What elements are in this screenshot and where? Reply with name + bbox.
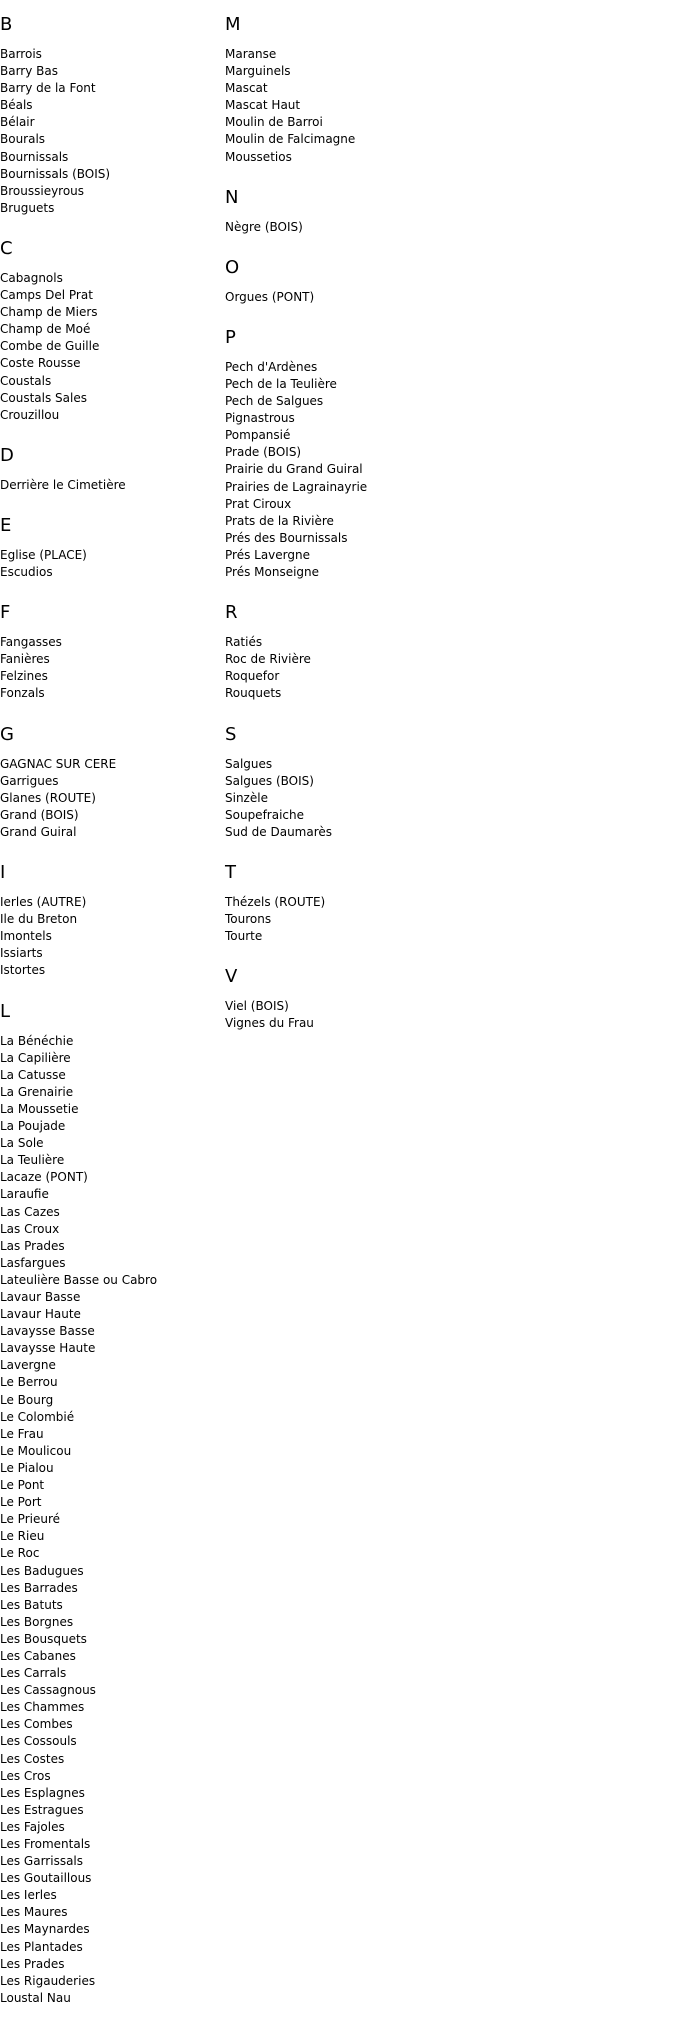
letter-group-p [225, 326, 367, 581]
place-item[interactable]: Les Cros [0, 1768, 51, 1783]
place-item[interactable]: Les Plantades [0, 1939, 83, 1954]
place-item[interactable]: Le Pialou [0, 1460, 54, 1475]
place-item[interactable]: Ile du Breton [0, 912, 78, 927]
place-item[interactable]: Les Combes [0, 1717, 73, 1732]
place-item[interactable]: Garrigues [0, 773, 59, 788]
place-item[interactable]: La Sole [0, 1136, 44, 1151]
place-item[interactable]: Orgues (PONT) [225, 289, 315, 304]
place-item[interactable]: Coustals Sales [0, 390, 87, 405]
place-item[interactable]: La Poujade [0, 1119, 66, 1134]
letter-heading: N [225, 186, 239, 208]
place-item[interactable]: Coste Rousse [0, 356, 81, 371]
place-item[interactable]: Mascat [225, 81, 268, 96]
place-item[interactable]: Béals [0, 98, 33, 113]
place-item[interactable]: Viel (BOIS) [225, 999, 289, 1014]
place-item[interactable]: Les Fromentals [0, 1837, 91, 1851]
place-list [225, 998, 314, 1032]
place-item[interactable]: Sinzèle [225, 790, 268, 805]
place-item[interactable]: Broussieyrous [0, 183, 85, 198]
place-item[interactable]: Barrois [0, 47, 42, 61]
place-item[interactable]: Les Maures [0, 1905, 68, 1920]
letter-group-r [225, 601, 311, 702]
place-item[interactable]: Laraufie [0, 1187, 49, 1202]
place-list [0, 46, 110, 217]
place-list [0, 634, 62, 702]
place-list [0, 894, 86, 979]
place-item[interactable]: GAGNAC SUR CERE [0, 756, 117, 771]
letter-group-e [0, 514, 87, 581]
place-item[interactable]: Salgues (BOIS) [225, 773, 314, 788]
letter-group-s [225, 723, 332, 841]
place-item[interactable]: Prairies de Lagrainayrie [225, 479, 368, 494]
place-item[interactable]: Las Cazes [0, 1204, 60, 1219]
place-list [225, 46, 355, 166]
letter-group-d [0, 444, 126, 494]
place-item[interactable]: Ratiés [225, 635, 263, 650]
place-item[interactable]: Les Esplagnes [0, 1785, 85, 1800]
place-item[interactable]: Thézels (ROUTE) [225, 895, 326, 910]
place-item[interactable]: Prés des Bournissals [225, 530, 348, 545]
place-item[interactable]: La Moussetie [0, 1101, 79, 1116]
place-list [225, 894, 325, 945]
place-item[interactable]: Grand (BOIS) [0, 807, 79, 822]
place-item[interactable]: Soupefraiche [225, 807, 304, 822]
place-list [225, 634, 311, 702]
place-item[interactable]: Le Bourg [0, 1392, 54, 1407]
place-item[interactable]: Combe de Guille [0, 339, 100, 354]
place-item[interactable]: Lasfargues [0, 1255, 66, 1270]
place-item[interactable]: Felzines [0, 669, 48, 684]
place-item[interactable]: Rouquets [225, 686, 282, 701]
place-item[interactable]: Barry Bas [0, 64, 58, 79]
place-item[interactable]: Les Borgnes [0, 1614, 74, 1629]
place-item[interactable]: Ierles (AUTRE) [0, 895, 87, 910]
place-item[interactable]: Le Prieuré [0, 1512, 61, 1527]
place-item[interactable]: Derrière le Cimetière [0, 477, 126, 492]
place-item[interactable]: Sud de Daumarès [225, 824, 333, 839]
place-list [225, 219, 303, 236]
letter-group-l [0, 1000, 157, 2007]
letter-group-o [225, 256, 314, 306]
place-list [0, 477, 126, 494]
place-item[interactable]: Fangasses [0, 635, 62, 650]
place-item[interactable]: Prés Monseigne [225, 565, 320, 580]
place-item[interactable]: Pech de la Teulière [225, 376, 337, 391]
place-item[interactable]: Le Rieu [0, 1529, 45, 1544]
letter-group-g [0, 723, 116, 841]
place-item[interactable]: Le Colombié [0, 1409, 75, 1424]
letter-heading: T [225, 862, 236, 884]
place-item[interactable]: Les Maynardes [0, 1922, 90, 1937]
place-item[interactable]: Le Frau [0, 1426, 44, 1441]
place-item[interactable]: La Teulière [0, 1153, 65, 1168]
place-item[interactable]: Le Berrou [0, 1375, 58, 1390]
place-item[interactable]: Les Barrades [0, 1580, 78, 1595]
place-item[interactable]: Eglise (PLACE) [0, 548, 87, 562]
place-item[interactable]: Maranse [225, 47, 277, 61]
place-list [0, 756, 116, 841]
place-list [0, 547, 87, 581]
place-item[interactable]: Prairie du Grand Guiral [225, 462, 363, 477]
place-item[interactable]: Roc de Rivière [225, 652, 311, 667]
place-item[interactable]: Imontels [0, 929, 52, 944]
place-item[interactable]: Prat Ciroux [225, 496, 292, 511]
place-item[interactable]: Pompansié [225, 428, 291, 443]
place-item[interactable]: La Bénéchie [0, 1033, 74, 1048]
place-item[interactable]: Les Goutaillous [0, 1871, 92, 1886]
place-item[interactable]: Lavaur Haute [0, 1307, 81, 1322]
place-item[interactable]: Les Cassagnous [0, 1683, 96, 1698]
letter-heading: R [225, 602, 238, 624]
letter-heading: D [0, 444, 14, 466]
place-item[interactable]: Bélair [0, 115, 35, 130]
place-item[interactable]: Tourons [225, 912, 272, 927]
place-item[interactable]: Pignastrous [225, 411, 295, 426]
place-item[interactable]: Crouzillou [0, 407, 60, 422]
place-item[interactable]: Coustals [0, 373, 52, 388]
place-item[interactable]: Les Costes [0, 1751, 65, 1766]
place-item[interactable]: Escudios [0, 565, 53, 580]
place-item[interactable]: Barry de la Font [0, 81, 96, 96]
place-item[interactable]: La Catusse [0, 1067, 66, 1082]
letter-group-t [225, 861, 325, 945]
place-item[interactable]: Lavaysse Haute [0, 1341, 96, 1356]
place-item[interactable]: Bournissals (BOIS) [0, 166, 111, 181]
place-item[interactable]: Fanières [0, 652, 50, 667]
place-item[interactable]: Le Pont [0, 1478, 45, 1493]
place-item[interactable]: Grand Guiral [0, 824, 77, 839]
place-item[interactable]: Las Prades [0, 1238, 65, 1253]
place-item[interactable]: Champ de Miers [0, 305, 98, 320]
place-item[interactable]: Moulin de Falcimagne [225, 132, 356, 147]
place-item[interactable]: Fonzals [0, 686, 45, 701]
place-item[interactable]: Les Ierles [0, 1888, 57, 1903]
place-item[interactable]: Lavaur Basse [0, 1290, 81, 1304]
letter-group-f [0, 601, 62, 702]
letter-heading: G [0, 723, 14, 745]
place-item[interactable]: Prés Lavergne [225, 547, 310, 562]
place-item[interactable]: Bourals [0, 132, 46, 147]
place-item[interactable]: La Grenairie [0, 1084, 74, 1099]
letter-heading: M [225, 14, 241, 35]
place-item[interactable]: Le Moulicou [0, 1443, 72, 1458]
letter-group-i [0, 861, 86, 979]
place-list [225, 756, 332, 841]
place-list [225, 359, 367, 581]
letter-group-m [225, 13, 355, 166]
place-item[interactable]: Bournissals [0, 149, 69, 164]
place-item[interactable]: Prade (BOIS) [225, 445, 302, 460]
letter-heading: F [0, 602, 11, 624]
place-list [0, 1033, 157, 2007]
place-item[interactable]: Lavergne [0, 1358, 56, 1373]
letter-heading: C [0, 238, 13, 259]
place-item[interactable]: Les Carrals [0, 1666, 67, 1681]
place-item[interactable]: Lavaysse Basse [0, 1324, 95, 1339]
place-item[interactable]: Le Roc [0, 1546, 40, 1561]
letter-heading: O [225, 256, 240, 278]
place-item[interactable]: Mascat Haut [225, 98, 301, 113]
place-item[interactable]: Pech de Salgues [225, 394, 324, 409]
place-item[interactable]: Cabagnols [0, 271, 63, 285]
letter-heading: L [0, 1000, 11, 1022]
place-item[interactable]: Les Fajoles [0, 1819, 65, 1834]
place-item[interactable]: Les Bousquets [0, 1631, 87, 1646]
place-item[interactable]: Lacaze (PONT) [0, 1170, 88, 1185]
place-item[interactable]: Vignes du Frau [225, 1016, 314, 1031]
letter-heading: B [0, 14, 13, 35]
letter-heading: E [0, 515, 12, 536]
place-item[interactable]: Les Cossouls [0, 1734, 77, 1749]
place-item[interactable]: Moulin de Barroi [225, 115, 323, 130]
place-item[interactable]: Roquefor [225, 669, 280, 684]
place-item[interactable]: Las Croux [0, 1221, 60, 1236]
place-item[interactable]: Les Garrissals [0, 1854, 84, 1869]
letter-group-n [225, 186, 303, 236]
place-item[interactable]: Les Prades [0, 1956, 65, 1971]
place-list [225, 289, 314, 306]
place-item[interactable]: Lateulière Basse ou Cabro [0, 1272, 158, 1287]
place-item[interactable]: Glanes (ROUTE) [0, 790, 96, 805]
letter-group-c [0, 237, 99, 424]
letter-heading: S [225, 723, 237, 745]
place-item[interactable]: Le Port [0, 1495, 42, 1510]
letter-group-b [0, 13, 110, 217]
letter-heading: V [225, 966, 238, 988]
place-item[interactable]: Issiarts [0, 946, 43, 961]
place-item[interactable]: Camps Del Prat [0, 288, 93, 303]
place-item[interactable]: Istortes [0, 963, 46, 978]
place-item[interactable]: Les Rigauderies [0, 1973, 96, 1988]
place-item[interactable]: Champ de Moé [0, 322, 91, 337]
place-item[interactable]: Pech d'Ardènes [225, 359, 318, 374]
letter-heading: P [225, 326, 236, 348]
place-item[interactable]: Salgues [225, 756, 273, 771]
place-list [0, 270, 99, 424]
place-item[interactable]: Les Chammes [0, 1700, 85, 1715]
place-item[interactable]: Les Estragues [0, 1802, 84, 1817]
place-item[interactable]: Loustal Nau [0, 1990, 71, 2005]
place-item[interactable]: Marguinels [225, 64, 291, 79]
place-item[interactable]: Les Batuts [0, 1597, 63, 1612]
place-item[interactable]: Les Badugues [0, 1563, 84, 1578]
place-item[interactable]: Bruguets [0, 200, 55, 215]
place-item[interactable]: Tourte [225, 929, 263, 944]
place-item[interactable]: Nègre (BOIS) [225, 219, 303, 234]
place-item[interactable]: Les Cabanes [0, 1648, 76, 1663]
place-item[interactable]: La Capilière [0, 1050, 71, 1065]
letter-group-v [225, 965, 314, 1032]
place-item[interactable]: Prats de la Rivière [225, 513, 334, 528]
place-item[interactable]: Moussetios [225, 149, 292, 164]
letter-heading: I [0, 862, 6, 884]
